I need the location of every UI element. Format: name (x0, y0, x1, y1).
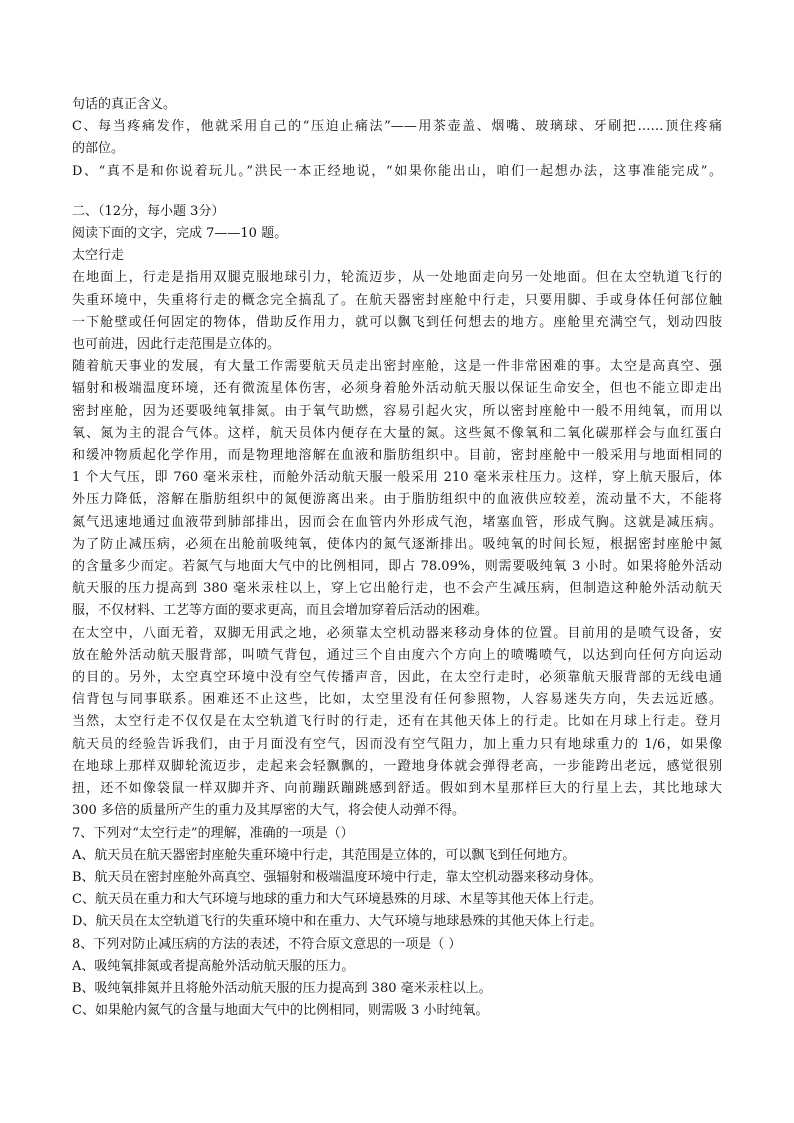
article-line: 失重环境中，失重将行走的概念完全搞乱了。在航天器密封座舱中行走，只要用脚、手或身体任何部位触 (72, 292, 722, 308)
article-line: 航天员的经验告诉我们，由于月面没有空气，因而没有空气阻力，加上重力只有地球重力的 1/6，如果像 (72, 736, 722, 752)
article-line: 随着航天事业的发展，有大量工作需要航天员走出密封座舱，这是一件非常困难的事。太空是高真空、强 (72, 359, 722, 375)
question-line: C、航天员在重力和大气环境与地球的重力和大气环境悬殊的月球、木星等其他天体上行走。 (72, 892, 602, 908)
article-line: 的目的。另外，太空真空环境中没有空气传播声音，因此，在太空行走时，必须靠航天服背部的无线电通 (72, 670, 722, 686)
previous-question-options (72, 94, 722, 183)
article-line: 氧、氮为主的混合气体。这样，航天员体内便存在大量的氮。这些氮不像氧和二氧化碳那样会与血红蛋白 (72, 425, 722, 441)
article-line: 外压力降低，溶解在脂肪组织中的氮便游离出来。由于脂肪组织中的血液供应较差，流动量不大，不能将 (72, 492, 722, 508)
option-line: 的部位。 (72, 141, 125, 157)
question-line: A、航天员在航天器密封座舱失重环境中行走，其范围是立体的，可以飘飞到任何地方。 (72, 847, 576, 863)
question-line: C、如果舱内氮气的含量与地面大气中的比例相同，则需吸 3 小时纯氧。 (72, 1003, 489, 1019)
article-line: 300 多倍的质量所产生的重力及其厚密的大气，将会使人动弹不得。 (72, 803, 465, 819)
article-line: 在太空中，八面无着，双脚无用武之地，必须靠太空机动器来移动身体的位置。目前用的是喷气设备，安 (72, 625, 722, 641)
article-line: 信背包与同事联系。困难还不止这些，比如，太空里没有任何参照物，人容易迷失方向，失去远近感。 (72, 692, 722, 708)
article-title: 太空行走 (72, 248, 125, 264)
article-line: 一下舱壁或任何固定的物体，借助反作用力，就可以飘飞到任何想去的地方。座舱里充满空气，划动四肢 (72, 314, 722, 330)
section-header: 二、（12分，每小题 3分） (72, 203, 225, 219)
article-line: 密封座舱，因为还要吸纯氧排氮。由于氧气助燃，容易引起火灾，所以密封座舱中一般不用纯氧，而用以 (72, 403, 722, 419)
article-line: 在地面上，行走是指用双腿克服地球引力，轮流迈步，从一处地面走向另一处地面。但在太空轨道飞行的 (72, 270, 722, 286)
question-list (72, 823, 722, 1023)
question-line: B、航天员在密封座舱外高真空、强辐射和极端温度环境中行走，靠太空机动器来移动身体。 (72, 869, 602, 885)
question-line: 8、下列对防止减压病的方法的表述，不符合原文意思的一项是（ ） (72, 936, 462, 952)
article-body (72, 267, 722, 822)
article-line: 辐射和极端温度环境，还有微流星体伤害，必须身着舱外活动航天服以保证生命安全，但也不能立即走出 (72, 381, 722, 397)
document-page (72, 94, 722, 1022)
article-line: 扭，还不如像袋鼠一样双脚并齐、向前蹦跃蹦跳感到舒适。假如到木星那样巨大的行星上去，其比地球大 (72, 781, 722, 797)
option-line: D、“真不是和你说着玩儿。”洪民一本正经地说，“如果你能出山，咱们一起想办法，这事准能完成”。 (72, 163, 722, 179)
option-line: C、每当疼痛发作，他就采用自己的“压迫止痛法”——用茶壶盖、烟嘴、玻璃球、牙刷把……顶住疼痛 (72, 119, 722, 135)
option-line: 句话的真正含义。 (72, 97, 177, 112)
question-line: D、航天员在太空轨道飞行的失重环境中和在重力、大气环境与地球悬殊的其他天体上行走。 (72, 914, 603, 930)
article-line: 1 个大气压，即 760 毫米汞柱，而舱外活动航天服一般采用 210 毫米汞柱压力。这样，穿上航天服后，体 (72, 470, 722, 486)
section-gap (72, 183, 722, 201)
article-line: 氮气迅速地通过血液带到肺部排出，因而会在血管内外形成气泡，堵塞血管，形成气胸。这就是减压病。 (72, 514, 722, 530)
question-line: B、吸纯氧排氮并且将舱外活动航天服的压力提高到 380 毫米汞柱以上。 (72, 980, 492, 996)
article-line: 在地球上那样双脚轮流迈步，走起来会轻飘飘的，一蹬地身体就会弹得老高，一步能跨出老远，感觉很别 (72, 758, 722, 774)
article-line: 也可前进，因此行走范围是立体的。 (72, 337, 281, 353)
question-line: A、吸纯氧排氮或者提高舱外活动航天服的压力。 (72, 958, 355, 974)
article-line: 的含量多少而定。若氮气与地面大气中的比例相同，即占 78.09%，则需要吸纯氧 3 小时。如果将舱外活动 (72, 559, 722, 575)
article-line: 当然，太空行走不仅仅是在太空轨道飞行时的行走，还有在其他天体上的行走。比如在月球上行走。登月 (72, 714, 722, 730)
reading-instruction: 阅读下面的文字，完成 7——10 题。 (72, 226, 288, 242)
article-line: 为了防止减压病，必须在出舱前吸纯氧，使体内的氮气逐渐排出。吸纯氧的时间长短，根据密封座舱中氮 (72, 536, 722, 552)
question-line: 7、下列对“太空行走”的理解，准确的一项是（） (72, 825, 354, 841)
article-line: 航天服的压力提高到 380 毫米汞柱以上，穿上它出舱行走，也不会产生减压病，但制造这种舱外活动航天 (72, 581, 722, 597)
article-line: 放在舱外活动航天服背部，叫喷气背包，通过三个自由度六个方向上的喷嘴喷气，以达到向任何方向运动 (72, 647, 722, 663)
article-line: 和缓冲物质起化学作用，而是物理地溶解在血液和脂肪组织中。目前，密封座舱中一般采用与地面相同的 (72, 448, 722, 464)
article-line: 服，不仅材料、工艺等方面的要求更高，而且会增加穿着后活动的困难。 (72, 603, 489, 619)
